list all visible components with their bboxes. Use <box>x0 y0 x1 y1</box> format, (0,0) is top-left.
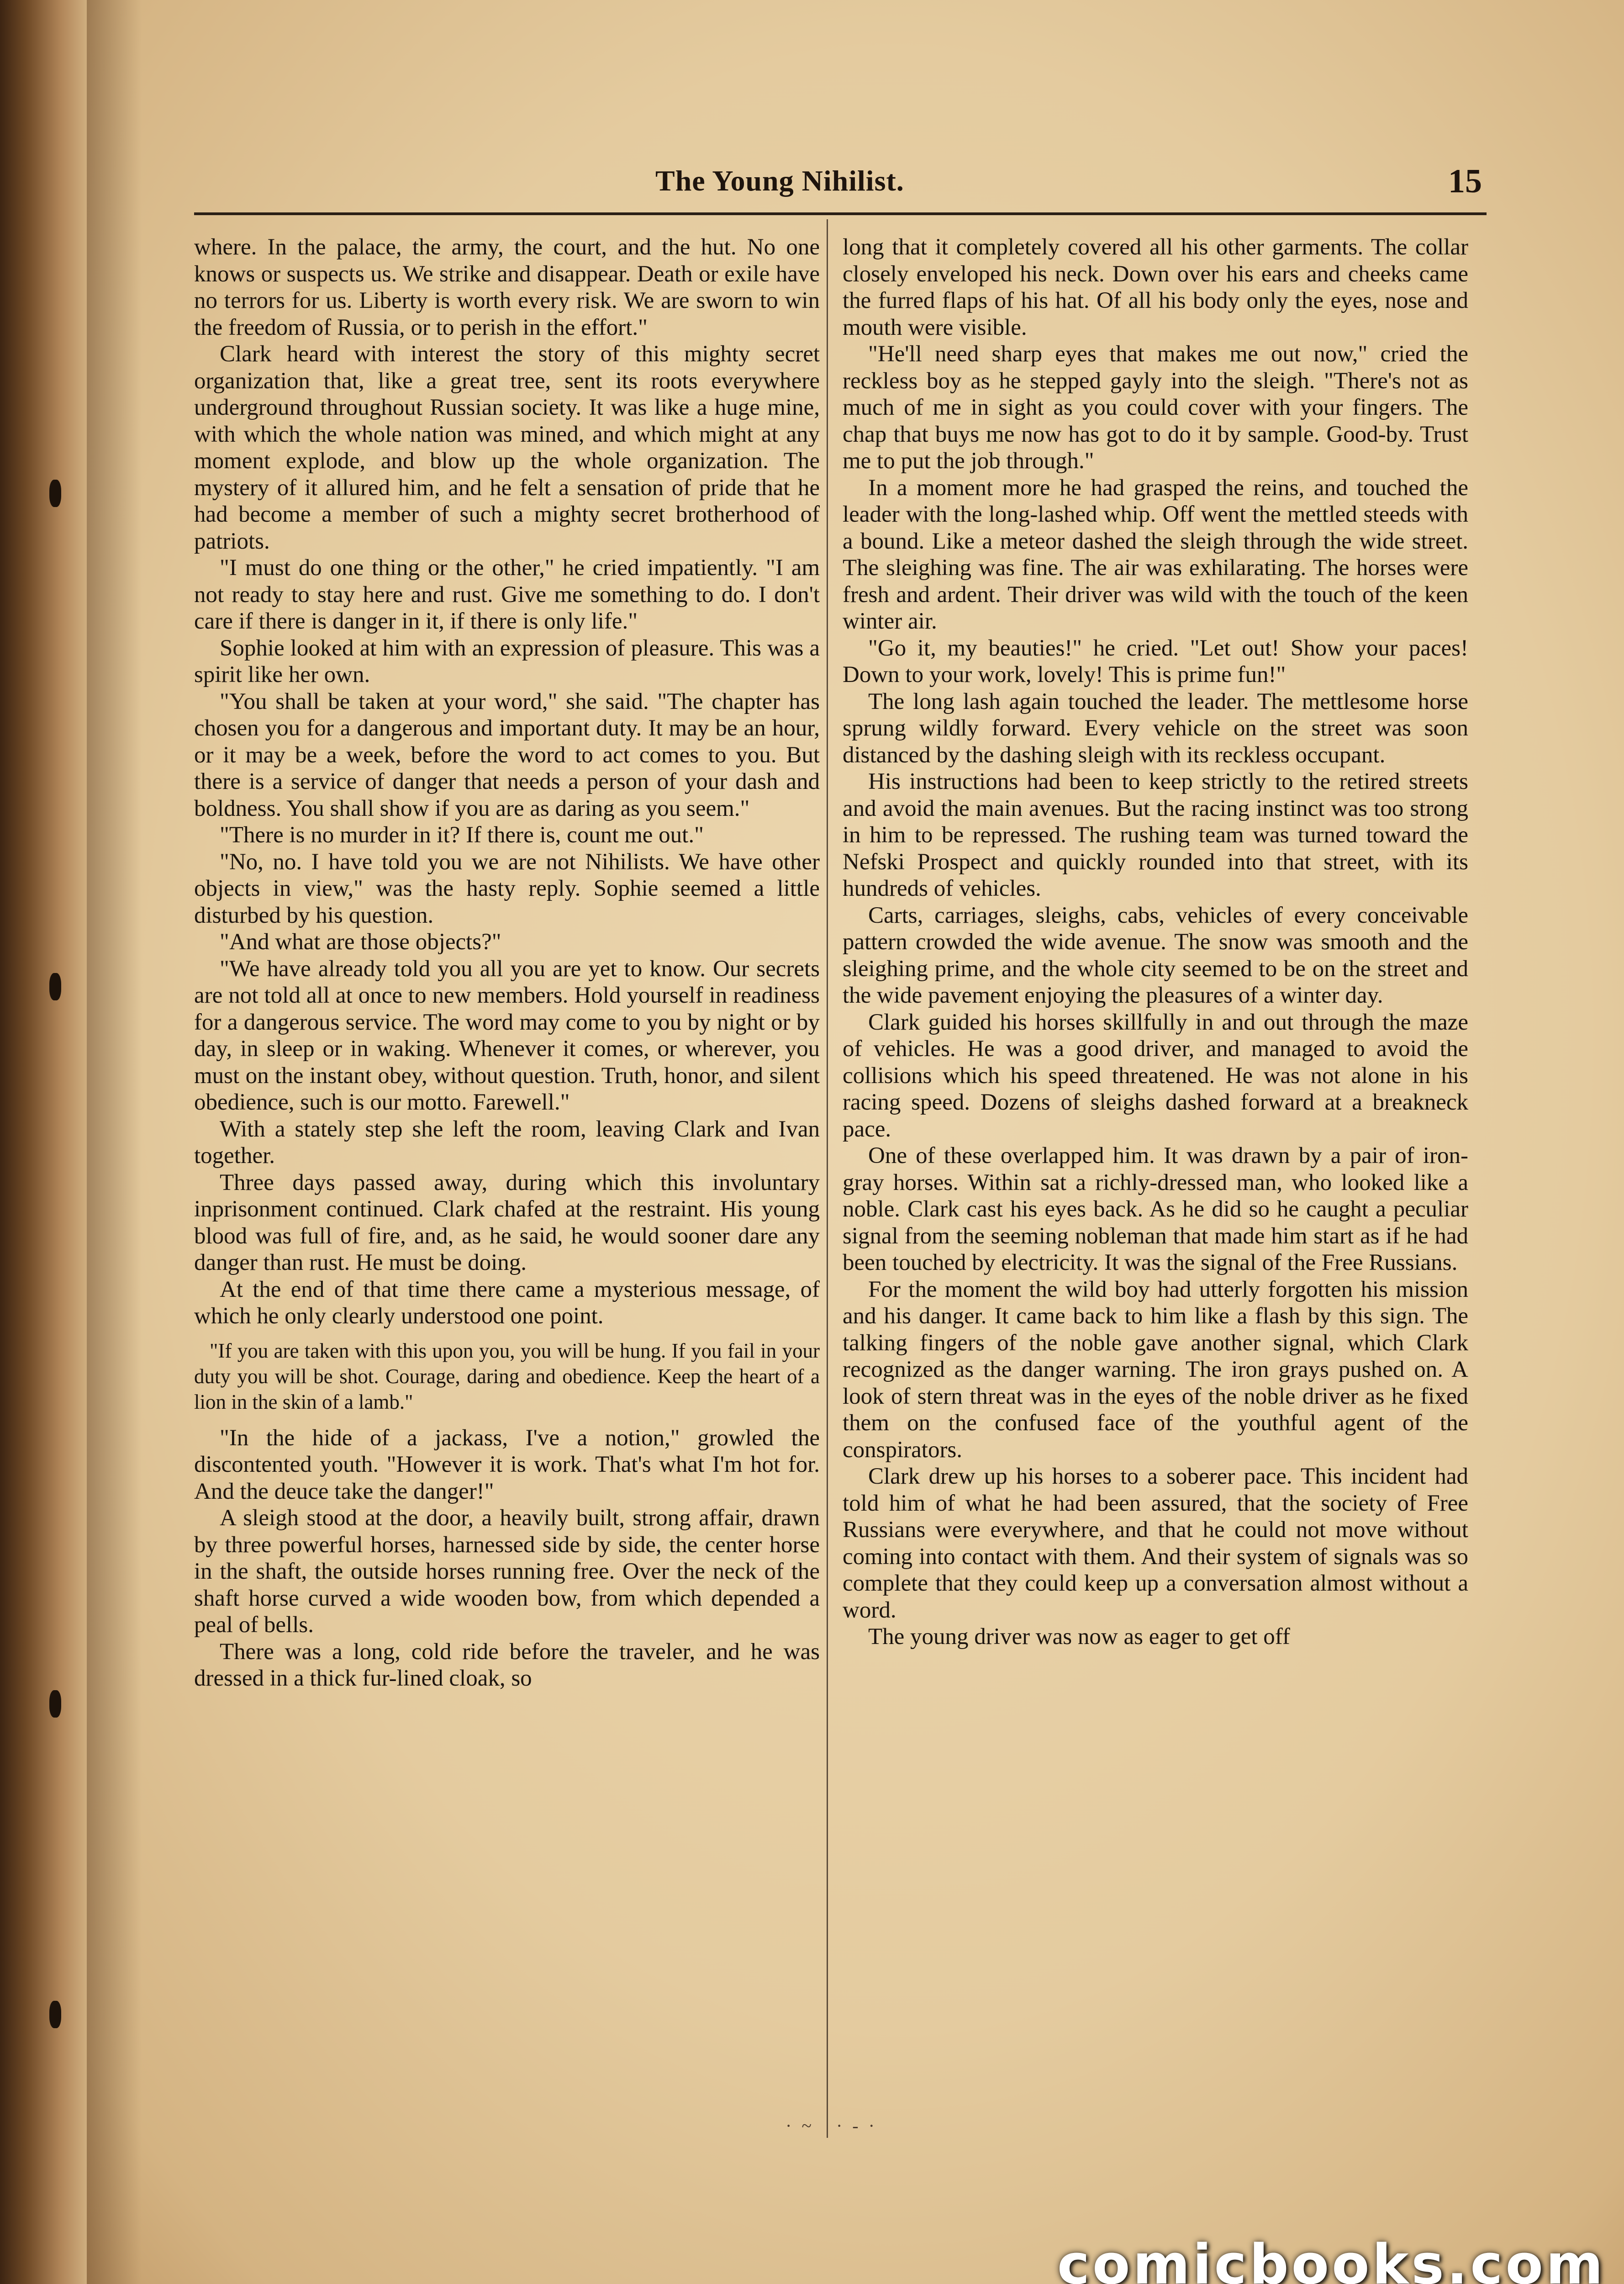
gutter-shadow <box>87 0 142 2284</box>
paragraph: "Go it, my beauties!" he cried. "Let out! Show your paces! Down to your work, lovely! This is prime fun!" <box>843 635 1468 687</box>
paragraph: Clark heard with interest the story of this mighty secret organization that, like a great tree, sent its roots everywhere underground throughout Russian society. It was like a huge mine, with which the whole nation was mined, and which might at any moment explode, and blow up the whole organization. The mystery of it allured him, and he felt a sensation of pride that he had become a member of such a mighty secret brotherhood of patriots. <box>194 341 820 554</box>
binding-stitch <box>49 480 61 507</box>
binding-stitch <box>49 2001 61 2028</box>
book-spine <box>0 0 87 2284</box>
running-title: The Young Nihilist. <box>655 164 904 197</box>
paragraph: Sophie looked at him with an expression of pleasure. This was a spirit like her own. <box>194 635 820 687</box>
paragraph: "No, no. I have told you we are not Nihilists. We have other objects in view," was the hasty reply. Sophie seemed a little disturbed by his question. <box>194 849 820 928</box>
paragraph: "He'll need sharp eyes that makes me out now," cried the reckless boy as he stepped gayly into the sleigh. "There's not as much of me in sight as you could cover with your fingers. The chap that buys me now has got to do it by sample. Good-by. Trust me to put the job through." <box>843 341 1468 474</box>
paragraph: At the end of that time there came a mysterious message, of which he only clearly understood one point. <box>194 1276 820 1329</box>
paragraph: where. In the palace, the army, the court, and the hut. No one knows or suspects us. We strike and disappear. Death or exile have no terrors for us. Liberty is worth every risk. We are sworn to win the freedom of Russia, or to perish in the effort." <box>194 234 820 340</box>
paragraph: Clark guided his horses skillfully in and out through the maze of vehicles. He was a good driver, and managed to avoid the collisions which his speed threatened. He was not alone in his racing speed. Dozens of sleighs dashed forward at a breakneck pace. <box>843 1009 1468 1142</box>
column-divider <box>827 219 828 2138</box>
paragraph: "And what are those objects?" <box>220 929 501 955</box>
binding-stitch <box>49 973 61 1000</box>
page-header <box>194 162 1487 215</box>
paragraph: "You shall be taken at your word," she said. "The chapter has chosen you for a dangerous and important duty. It may be an hour, or it may be a week, before the word to act comes to you. But there is a service of danger that needs a person of your dash and boldness. You shall show if you are as daring as you seem." <box>194 688 820 821</box>
watermark: comicbooks.com <box>1057 2233 1606 2284</box>
paragraph: A sleigh stood at the door, a heavily built, strong affair, drawn by three powerful horses, harnessed side by side, the center horse in the shaft, the outside horses running free. Over the neck of the shaft horse curved a wide wooden bow, from which depended a peal of bells. <box>194 1505 820 1638</box>
quoted-message: "If you are taken with this upon you, you will be hung. If you fail in your duty you will be shot. Courage, daring and obedience. Keep the heart of a lion in the skin of a lamb." <box>194 1339 820 1413</box>
paragraph: Clark drew up his horses to a soberer pace. This incident had told him of what he had been assured, that the society of Free Russians were everywhere, and that he could not move without coming into contact with them. And their system of signals was so complete that they could keep up a conversation almost without a word. <box>843 1464 1468 1623</box>
page-number: 15 <box>1448 163 1482 200</box>
paragraph: In a moment more he had grasped the reins, and touched the leader with the long-lashed whip. Off went the mettled steeds with a bound. Like a meteor dashed the sleigh through the wide street. The sleighing was fine. The air was exhilarating. The horses were fresh and ardent. Their driver was wild with the touch of the keen winter air. <box>843 475 1468 634</box>
paragraph: "In the hide of a jackass, I've a notion," growled the discontented youth. "However it is work. That's what I'm hot for. And the deuce take the danger!" <box>194 1425 820 1504</box>
paragraph: "There is no murder in it? If there is, count me out." <box>220 822 704 848</box>
right-column <box>843 234 1468 1650</box>
paragraph: Carts, carriages, sleighs, cabs, vehicles of every conceivable pattern crowded the wide avenue. The snow was smooth and the sleighing prime, and the whole city seemed to be on the street and the wide pavement enjoying the pleasures of a winter day. <box>843 902 1468 1008</box>
paragraph: For the moment the wild boy had utterly forgotten his mission and his danger. It came back to him like a flash by this sign. The talking fingers of the noble gave another signal, which Clark recognized as the danger warning. The iron grays pushed on. A look of stern threat was in the eyes of the noble driver as he fixed them on the confused face of the youthful agent of the conspirators. <box>843 1276 1468 1463</box>
paragraph: With a stately step she left the room, leaving Clark and Ivan together. <box>194 1116 820 1168</box>
binding-stitch <box>49 1690 61 1718</box>
left-column <box>194 234 820 1692</box>
paragraph: "We have already told you all you are yet to know. Our secrets are not told all at once to new members. Hold yourself in readiness for a dangerous service. The word may come to you by night or by day, in sleep or in waking. Whenever it comes, or wherever, you must on the instant obey, without question. Truth, honor, and silent obedience, such is our motto. Farewell." <box>194 956 820 1115</box>
paragraph: "I must do one thing or the other," he cried impatiently. "I am not ready to stay here and rust. Give me something to do. I don't care if there is danger in it, if there is only life." <box>194 555 820 634</box>
paragraph: Three days passed away, during which this involuntary inprisonment continued. Clark chafed at the restraint. His young blood was full of fire, and, as he said, he would sooner dare any danger than rust. He must be doing. <box>194 1169 820 1275</box>
paragraph: One of these overlapped him. It was drawn by a pair of iron-gray horses. Within sat a richly-dressed man, who looked like a noble. Clark cast his eyes back. As he did so he caught a peculiar signal from the seeming nobleman that made him start as if he had been touched by electricity. It was the signal of the Free Russians. <box>843 1143 1468 1275</box>
paragraph: The long lash again touched the leader. The mettlesome horse sprung wildly forward. Every vehicle on the street was soon distanced by the dashing sleigh with its reckless occupant. <box>843 688 1468 768</box>
paragraph: The young driver was now as eager to get off <box>868 1624 1290 1650</box>
printer-marks: ·~ ·-· <box>786 2115 885 2136</box>
paragraph: long that it completely covered all his other garments. The collar closely enveloped his neck. Down over his ears and cheeks came the furred flaps of his hat. Of all his body only the eyes, nose and mouth were visible. <box>843 234 1468 340</box>
paragraph: His instructions had been to keep strictly to the retired streets and avoid the main avenues. But the racing instinct was too strong in him to be repressed. The rushing team was turned toward the Nefski Prospect and quickly rounded into that street, with its hundreds of vehicles. <box>843 769 1468 901</box>
paragraph: There was a long, cold ride before the traveler, and he was dressed in a thick fur-lined cloak, so <box>194 1639 820 1691</box>
